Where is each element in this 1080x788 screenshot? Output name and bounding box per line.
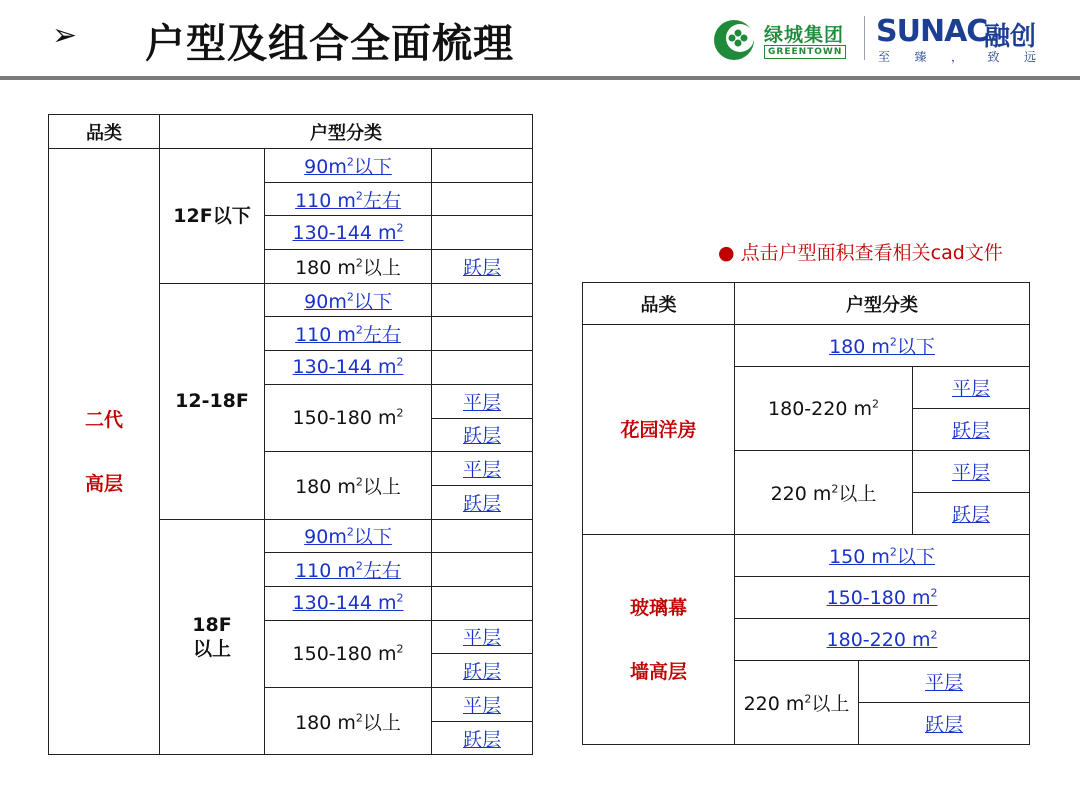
type-link[interactable]: 跃层 [952, 420, 991, 442]
type-link[interactable]: 平层 [463, 391, 502, 414]
area-link[interactable]: 130-144 $m^2$ [292, 221, 404, 244]
area-link[interactable]: $90m^2$以下 [304, 155, 392, 178]
empty-cell [432, 519, 533, 553]
type-cell[interactable] [913, 451, 1030, 493]
type-cell[interactable] [913, 409, 1030, 451]
empty-cell [432, 553, 533, 587]
type-link[interactable]: 跃层 [463, 425, 502, 448]
high-rise-unit-table [48, 114, 533, 755]
area-link[interactable]: 130-144 $m^2$ [292, 591, 404, 615]
greentown-name-cn: 绿城集团 [764, 24, 845, 46]
area-cell: 220 $m^2$以上 [735, 661, 859, 745]
area-link[interactable]: $90m^2$以下 [304, 526, 392, 549]
type-link[interactable]: 跃层 [463, 728, 502, 751]
area-link[interactable]: 150-180 $m^2$ [826, 586, 938, 609]
area-link[interactable]: 180 $m^2$以下 [829, 335, 935, 358]
empty-cell [432, 182, 533, 216]
type-link[interactable]: 跃层 [463, 256, 502, 279]
floor-group-cell: 12-18F [160, 283, 265, 519]
sunac-logo [876, 12, 1046, 68]
bullet-arrow-icon: ➢ [52, 18, 78, 53]
area-cell[interactable] [735, 325, 1030, 367]
header-divider [0, 76, 1080, 80]
type-cell[interactable] [432, 418, 533, 452]
floor-group-cell: 12F以下 [160, 149, 265, 284]
empty-cell [432, 317, 533, 351]
type-link[interactable]: 平层 [463, 627, 502, 650]
category-header: 品类 [583, 283, 735, 325]
type-link[interactable]: 平层 [952, 378, 991, 400]
area-link[interactable]: 110 $m^2$左右 [295, 559, 401, 583]
type-link[interactable]: 平层 [463, 694, 502, 717]
area-cell[interactable] [265, 149, 432, 183]
empty-cell [432, 586, 533, 620]
type-cell[interactable] [913, 367, 1030, 409]
type-cell[interactable] [859, 703, 1030, 745]
type-cell[interactable] [432, 620, 533, 654]
empty-cell [432, 351, 533, 385]
category-cell: 二代 高层 [49, 149, 160, 755]
type-cell[interactable] [432, 654, 533, 688]
area-cell[interactable] [265, 586, 432, 620]
area-cell: 220 $m^2$以上 [735, 451, 913, 535]
area-link[interactable]: 180-220 $m^2$ [826, 628, 938, 651]
type-link[interactable]: 跃层 [463, 492, 502, 515]
type-cell[interactable] [432, 250, 533, 284]
sunac-name-en: SUNAC [876, 14, 988, 49]
slide-header [0, 0, 1080, 80]
sunac-name-cn: 融创 [984, 22, 1037, 52]
type-cell[interactable] [432, 688, 533, 722]
area-link[interactable]: 150 $m^2$以下 [829, 545, 935, 568]
page-title: 户型及组合全面梳理 [145, 21, 514, 67]
area-link[interactable]: 130-144 $m^2$ [292, 356, 404, 379]
empty-cell [432, 149, 533, 183]
area-cell[interactable] [265, 553, 432, 587]
area-cell: 180 $m^2$以上 [265, 688, 432, 755]
area-cell: 180-220 $m^2$ [735, 367, 913, 451]
sunac-slogan: 至 臻 ， 致 远 [878, 50, 1038, 64]
area-cell[interactable] [265, 216, 432, 250]
type-link[interactable]: 跃层 [952, 504, 991, 526]
unit-type-header: 户型分类 [160, 115, 533, 149]
greentown-leaf-icon [712, 18, 756, 62]
area-cell[interactable] [265, 317, 432, 351]
area-cell[interactable] [735, 619, 1030, 661]
category-cell: 玻璃幕 墙高层 [583, 535, 735, 745]
villa-unit-table [582, 282, 1030, 745]
area-cell[interactable] [265, 519, 432, 553]
area-cell: 180 $m^2$以上 [265, 452, 432, 519]
area-cell: 150-180 $m^2$ [265, 620, 432, 687]
logo-divider [864, 16, 865, 60]
type-link[interactable]: 平层 [952, 462, 991, 484]
area-link[interactable]: 110 $m^2$左右 [295, 189, 401, 212]
greentown-logo [712, 16, 862, 66]
greentown-name-en: GREENTOWN [764, 45, 846, 59]
empty-cell [432, 283, 533, 317]
type-cell[interactable] [432, 452, 533, 486]
type-link[interactable]: 跃层 [463, 661, 502, 684]
type-cell[interactable] [432, 721, 533, 755]
area-link[interactable]: $90m^2$以下 [304, 290, 392, 313]
type-cell[interactable] [432, 384, 533, 418]
area-cell[interactable] [265, 351, 432, 385]
area-cell[interactable] [265, 182, 432, 216]
area-cell: 180 $m^2$以上 [265, 250, 432, 284]
type-cell[interactable] [859, 661, 1030, 703]
unit-type-header: 户型分类 [735, 283, 1030, 325]
type-link[interactable]: 平层 [463, 459, 502, 482]
category-cell: 花园洋房 [583, 325, 735, 535]
type-cell[interactable] [913, 493, 1030, 535]
area-link[interactable]: 110 $m^2$左右 [295, 323, 401, 347]
area-cell[interactable] [735, 535, 1030, 577]
type-link[interactable]: 平层 [925, 672, 964, 694]
area-cell[interactable] [735, 577, 1030, 619]
empty-cell [432, 216, 533, 250]
type-link[interactable]: 跃层 [925, 714, 964, 736]
area-cell: 150-180 $m^2$ [265, 384, 432, 451]
floor-group-cell: 18F 以上 [160, 519, 265, 755]
category-header: 品类 [49, 115, 160, 149]
cad-hint-note: ● 点击户型面积查看相关cad文件 [718, 242, 1003, 264]
area-cell[interactable] [265, 283, 432, 317]
type-cell[interactable] [432, 485, 533, 519]
